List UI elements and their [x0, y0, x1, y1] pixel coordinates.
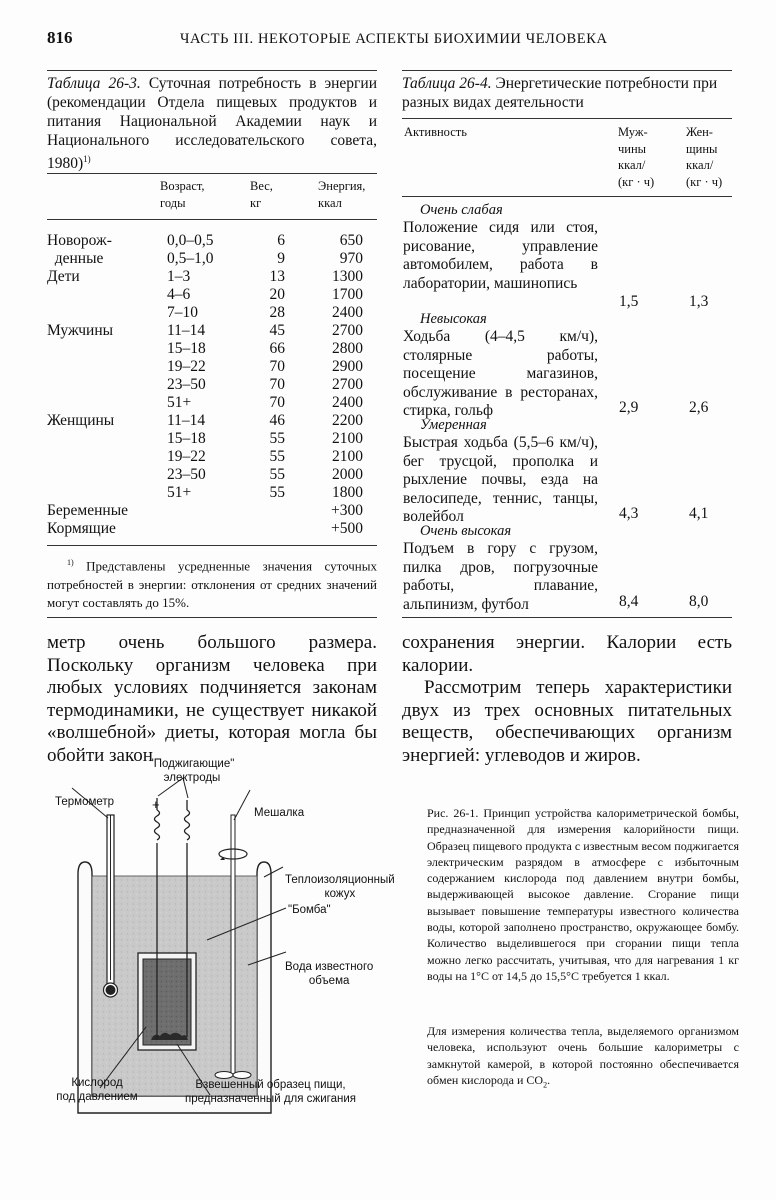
cell-weight: 13 [269, 268, 285, 285]
value-women: 4,1 [689, 505, 709, 522]
table-row [47, 250, 377, 268]
label-oxygen-line2: под давлением [56, 1091, 138, 1103]
cell-energy: 2400 [332, 394, 363, 411]
value-men: 8,4 [619, 593, 639, 610]
column-header-women [686, 124, 722, 190]
label-sample-line1: Взвешенный образец пищи, [195, 1079, 346, 1091]
page-number: 816 [47, 28, 73, 47]
cell-energy: +500 [331, 520, 363, 537]
column-header-men-line: Муж- [618, 125, 648, 139]
activity-category: Очень слабая [420, 202, 503, 218]
cell-weight: 6 [277, 232, 285, 249]
divider [47, 219, 377, 220]
activity-category: Очень высокая [420, 523, 512, 539]
cell-weight: 46 [269, 412, 285, 429]
footnote-mark: 1) [83, 154, 91, 164]
cell-energy: 2700 [332, 376, 363, 393]
divider [402, 70, 732, 71]
cell-weight: 55 [269, 466, 285, 483]
label-electrodes-line1: "Поджигающие" [149, 758, 235, 770]
cell-energy: 2900 [332, 358, 363, 375]
value-men: 1,5 [619, 293, 639, 310]
cell-energy: 650 [339, 232, 363, 249]
column-header-men-line: чины [618, 141, 647, 156]
cell-age: 51+ [167, 394, 192, 411]
divider [402, 196, 732, 197]
running-head: ЧАСТЬ III. НЕКОТОРЫЕ АСПЕКТЫ БИОХИМИИ ЧЕЛОВЕКА [180, 31, 608, 47]
column-header-energy [318, 178, 365, 212]
label-water [285, 960, 373, 988]
cell-energy: 970 [339, 250, 363, 267]
table-row [47, 502, 377, 520]
label-food-sample [178, 1078, 363, 1106]
footnote-text: Представлены усредненные значения суточных потребностей в энергии: отклонения от средних значений могут составлять до 15%. [47, 558, 377, 611]
value-women: 2,6 [689, 399, 709, 416]
table-row [47, 466, 377, 484]
cell-weight: 70 [269, 358, 285, 375]
cell-energy: 1800 [332, 484, 363, 501]
cell-age: 19–22 [167, 448, 206, 465]
cell-energy: 2100 [332, 448, 363, 465]
cell-weight: 66 [269, 340, 285, 357]
label-stirrer: Мешалка [254, 807, 305, 819]
label-electrodes [137, 757, 247, 785]
cell-age: 51+ [167, 484, 192, 501]
label-water-line2: объема [308, 975, 350, 987]
figure-caption-continued [427, 1023, 739, 1094]
cell-age: 4–6 [167, 286, 191, 303]
activity-description: Положение сидя или стоя, рисование, управление автомобилем, работа в лаборатории, машинопись [403, 219, 598, 292]
column-header-weight [250, 178, 273, 212]
column-header-men-line: ккал/ [618, 158, 646, 172]
table-row [47, 520, 377, 538]
table-26-3-label: Таблица 26-3. [47, 75, 141, 92]
cell-group: денные [47, 250, 104, 267]
cell-age: 0,0–0,5 [167, 232, 214, 249]
cell-group: Кормящие [47, 520, 116, 537]
column-header-men [618, 124, 654, 190]
table-row [47, 430, 377, 448]
table-row [47, 268, 377, 286]
figure-caption-continued-text: Для измерения количества тепла, выделяемого организмом человека, используют очень большие калориметры с замкнутой камерой, в которой постоянно обеспечивается обмен кислорода и CO [427, 1024, 739, 1087]
value-women: 8,0 [689, 593, 709, 610]
divider [47, 70, 377, 71]
cell-group: Новорож- [47, 232, 112, 249]
label-sample-line2: предназначенный для сжигания [184, 1093, 356, 1105]
divider [402, 118, 732, 119]
table-26-3-caption [47, 74, 377, 173]
column-header-activity: Активность [404, 125, 467, 139]
column-header-energy-line1: Энергия, [318, 179, 366, 193]
figure-caption: Рис. 26-1. Принцип устройства калориметрической бомбы, предназначенной для измерения калорийности пищи. Образец пищевого продукта с известным весом поджигается электрическим разрядом в атмосфере с избыточным содержанием кислорода под давлением внутри бомбы, выдерживающей высокое давление. Сгорание пищи вызывает повышение температуры известного количества воды, которой заполнено пространство, окружающее бомбу. Количество выделившегося при сгорании пищи тепла можно легко рассчитать, учитывая, что для нагревания 1 кг воды на 1°С от 14,5 до 15,5°С требуется 1 ккал. [427, 806, 739, 983]
cell-age: 1–3 [167, 268, 191, 285]
label-water-line1: Вода известного [285, 961, 374, 973]
table-26-4-label: Таблица 26-4. [402, 75, 492, 92]
label-insulating-jacket [285, 873, 395, 901]
cell-age: 23–50 [167, 466, 206, 483]
cell-group: Женщины [47, 412, 115, 429]
divider [47, 617, 377, 618]
cell-group: Дети [47, 268, 80, 285]
table-row [47, 322, 377, 340]
column-header-age-line2: годы [160, 196, 186, 210]
body-paragraph-left: метр очень большого размера. Поскольку организм человека при любых условиях подчиняется законам термодинамики, не существует никакой «волшебной» диеты, которая могла бы обойти закон [47, 632, 377, 766]
column-header-age-line1: Возраст, [160, 179, 205, 193]
table-row [47, 376, 377, 394]
cell-energy: 2400 [332, 304, 363, 321]
activity-description: Ходьба (4–4,5 км/ч), столярные работы, посещение магазинов, обслуживание в ресторанах, стирка, гольф [403, 328, 598, 419]
label-electrodes-line2: электроды [163, 772, 221, 784]
cell-weight: 20 [269, 286, 285, 303]
column-header-women-line: Жен- [686, 125, 713, 139]
body-paragraph-right: Рассмотрим теперь характеристики двух из трех основных питательных веществ, обеспечивающих организм энергией: углеводов и жиров. [402, 677, 732, 766]
column-header-women-line: ккал/ [686, 158, 714, 172]
cell-age: 15–18 [167, 340, 206, 357]
subscript: 2 [543, 1080, 548, 1090]
cell-age: 11–14 [167, 322, 206, 339]
cell-weight: 70 [269, 376, 285, 393]
column-header-age [160, 178, 205, 212]
cell-energy: 2000 [332, 466, 363, 483]
cell-weight: 70 [269, 394, 285, 411]
label-insulation-line1: Теплоизоляционный [285, 874, 395, 886]
label-oxygen [52, 1076, 142, 1104]
table-row [47, 286, 377, 304]
activity-category: Невысокая [420, 311, 487, 327]
value-women: 1,3 [689, 293, 709, 310]
column-header-women-line: щины [686, 141, 718, 156]
table-row [47, 304, 377, 322]
column-header-energy-line2: ккал [318, 196, 342, 210]
value-men: 2,9 [619, 399, 639, 416]
table-row [47, 412, 377, 430]
cell-weight: 45 [269, 322, 285, 339]
cell-energy: 2100 [332, 430, 363, 447]
footnote-mark: 1) [67, 558, 74, 567]
cell-age: 11–14 [167, 412, 206, 429]
cell-age: 23–50 [167, 376, 206, 393]
column-header-weight-line2: кг [250, 196, 262, 210]
activity-description: Быстрая ходьба (5,5–6 км/ч), бег трусцой, прополка и рыхление почвы, езда на велосипеде, теннис, танцы, волейбол [403, 434, 598, 525]
table-26-4-caption-text: Энергетические потребности при разных видах деятельности [402, 75, 718, 111]
column-header-women-line: (кг · ч) [686, 174, 723, 189]
table-26-3-caption-text: Суточная потребность в энергии (рекомендации Отдела пищевых продуктов и питания Национальной Академии наук и Национального исследовательского совета, 1980) [47, 75, 377, 173]
divider [47, 173, 377, 174]
cell-weight: 55 [269, 484, 285, 501]
plus-sign: + [152, 797, 160, 812]
label-insulation-line2: кожух [324, 888, 356, 900]
cell-energy: 2200 [332, 412, 363, 429]
activity-description: Подъем в гору с грузом, пилка дров, погрузочные работы, плавание, альпинизм, футбол [403, 540, 598, 613]
cell-energy: 1700 [332, 286, 363, 303]
cell-weight: 9 [277, 250, 285, 267]
cell-age: 15–18 [167, 430, 206, 447]
cell-energy: 2700 [332, 322, 363, 339]
table-row [47, 394, 377, 412]
cell-energy: +300 [331, 502, 363, 519]
cell-energy: 1300 [332, 268, 363, 285]
cell-age: 0,5–1,0 [167, 250, 214, 267]
cell-weight: 28 [269, 304, 285, 321]
column-header-weight-line1: Вес, [250, 179, 273, 193]
cell-age: 19–22 [167, 358, 206, 375]
label-thermometer: Термометр [55, 796, 115, 808]
value-men: 4,3 [619, 505, 639, 522]
cell-age: 7–10 [167, 304, 198, 321]
cell-energy: 2800 [332, 340, 363, 357]
table-row [47, 484, 377, 502]
cell-weight: 55 [269, 430, 285, 447]
body-paragraph-right: сохранения энергии. Калории есть калории. [402, 632, 732, 676]
cell-weight: 55 [269, 448, 285, 465]
label-oxygen-line1: Кислород [71, 1077, 123, 1089]
divider [402, 617, 732, 618]
table-26-4-caption [402, 74, 732, 112]
activity-category: Умеренная [420, 417, 487, 433]
label-bomb: "Бомба" [288, 904, 331, 916]
table-26-3-footnote [47, 554, 377, 613]
table-row [47, 340, 377, 358]
cell-group: Беременные [47, 502, 128, 519]
table-row [47, 448, 377, 466]
divider [47, 545, 377, 546]
table-row [47, 358, 377, 376]
period: . [547, 1072, 551, 1087]
column-header-men-line: (кг · ч) [618, 174, 655, 189]
table-row [47, 232, 377, 250]
cell-group: Мужчины [47, 322, 114, 339]
